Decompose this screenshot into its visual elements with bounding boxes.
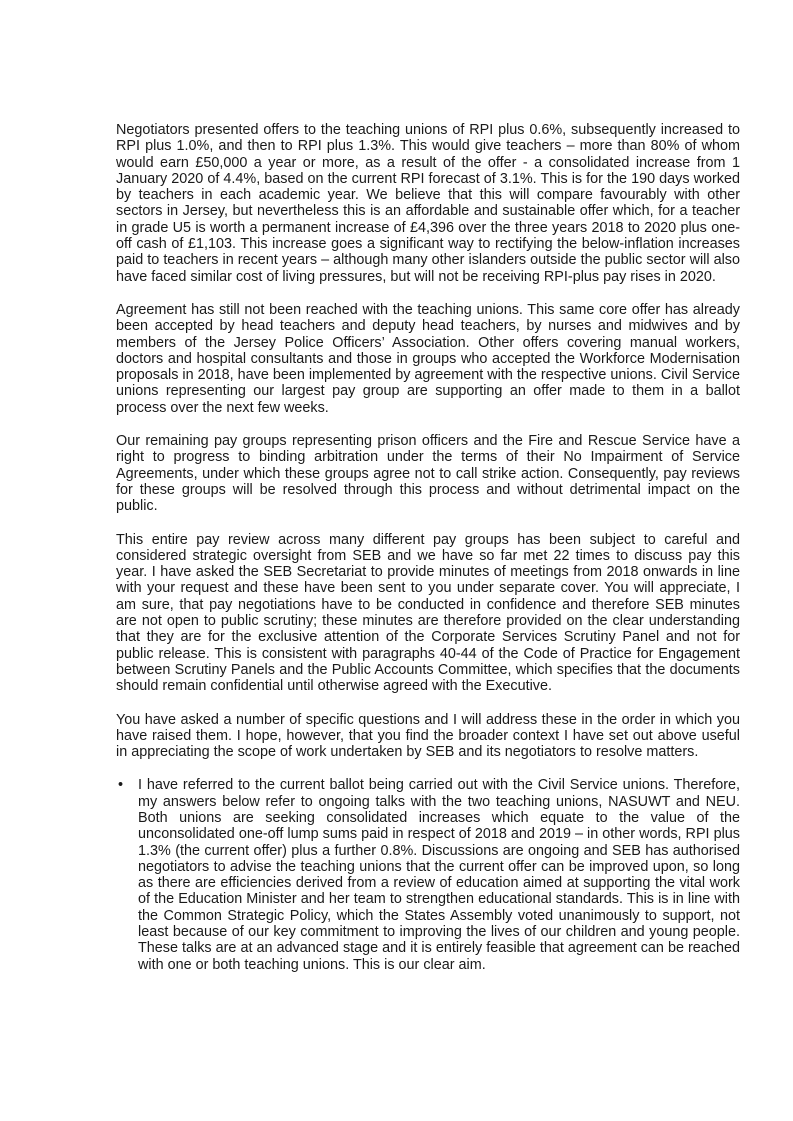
- paragraph-remaining-pay-groups: Our remaining pay groups representing prison officers and the Fire and Rescue Service have a right to progress to binding arbitration under the terms of their No Impairment of Service Agreements, under which these groups agree not to call strike action. Consequently, pay reviews for these groups will be resolved through this process and without detrimental impact on the public.: [116, 433, 740, 515]
- paragraph-specific-questions: You have asked a number of specific questions and I will address these in the order in which you have raised them. I hope, however, that you find the broader context I have set out above useful in appreciating the scope of work undertaken by SEB and its negotiators to resolve matters.: [116, 711, 740, 761]
- letter-body: [116, 122, 740, 973]
- bullet-text: I have referred to the current ballot being carried out with the Civil Service unions. Therefore, my answers below refer to ongoing talks with the two teaching unions, NASUWT and NEU. Both unions are seeking consolidated increases which equate to the value of the unconsolidated one-off lump sums paid in respect of 2018 and 2019 – in other words, RPI plus 1.3% (the current offer) plus a further 0.8%. Discussions are ongoing and SEB has authorised negotiators to advise the teaching unions that the current offer can be improved upon, so long as there are efficiencies derived from a review of education aimed at supporting the vital work of the Education Minister and her team to strengthen educational standards. This is in line with the Common Strategic Policy, which the States Assembly voted unanimously to support, not least because of our key commitment to improving the lives of our children and young people. These talks are at an advanced stage and it is entirely feasible that agreement can be reached with one or both teaching unions. This is our clear aim.: [138, 777, 740, 973]
- paragraph-agreement-status: Agreement has still not been reached with the teaching unions. This same core offer has already been accepted by head teachers and deputy head teachers, by nurses and midwives and by members of the Jersey Police Officers’ Association. Other offers covering manual workers, doctors and hospital consultants and those in groups who accepted the Workforce Modernisation proposals in 2018, have been implemented by agreement with the respective unions. Civil Service unions representing our largest pay group are supporting an offer made to them in a ballot process over the next few weeks.: [116, 301, 740, 416]
- list-item: [116, 777, 740, 973]
- paragraph-teaching-offers: Negotiators presented offers to the teaching unions of RPI plus 0.6%, subsequently increased to RPI plus 1.0%, and then to RPI plus 1.3%. This would give teachers – more than 80% of whom would earn £50,000 a year or more, as a result of the offer - a consolidated increase from 1 January 2020 of 4.4%, based on the current RPI forecast of 3.1%. This is for the 190 days worked by teachers in each academic year. We believe that this will compare favourably with other sectors in Jersey, but nevertheless this is an affordable and sustainable offer which, for a teacher in grade U5 is worth a permanent increase of £4,396 over the three years 2018 to 2020 plus one-off cash of £1,103. This increase goes a significant way to rectifying the below-inflation increases paid to teachers in recent years – although many other islanders outside the public sector will also have faced similar cost of living pressures, but will not be receiving RPI-plus pay rises in 2020.: [116, 122, 740, 285]
- answers-bullet-list: [116, 777, 740, 973]
- paragraph-seb-oversight: This entire pay review across many different pay groups has been subject to careful and considered strategic oversight from SEB and we have so far met 22 times to discuss pay this year. I have asked the SEB Secretariat to provide minutes of meetings from 2018 onwards in line with your request and these have been sent to you under separate cover. You will appreciate, I am sure, that pay negotiations have to be conducted in confidence and therefore SEB minutes are not open to public scrutiny; these minutes are therefore provided on the clear understanding that they are for the exclusive attention of the Corporate Services Scrutiny Panel and not for public release. This is consistent with paragraphs 40-44 of the Code of Practice for Engagement between Scrutiny Panels and the Public Accounts Committee, which specifies that the documents should remain confidential until otherwise agreed with the Executive.: [116, 531, 740, 695]
- bullet-marker: •: [118, 777, 124, 794]
